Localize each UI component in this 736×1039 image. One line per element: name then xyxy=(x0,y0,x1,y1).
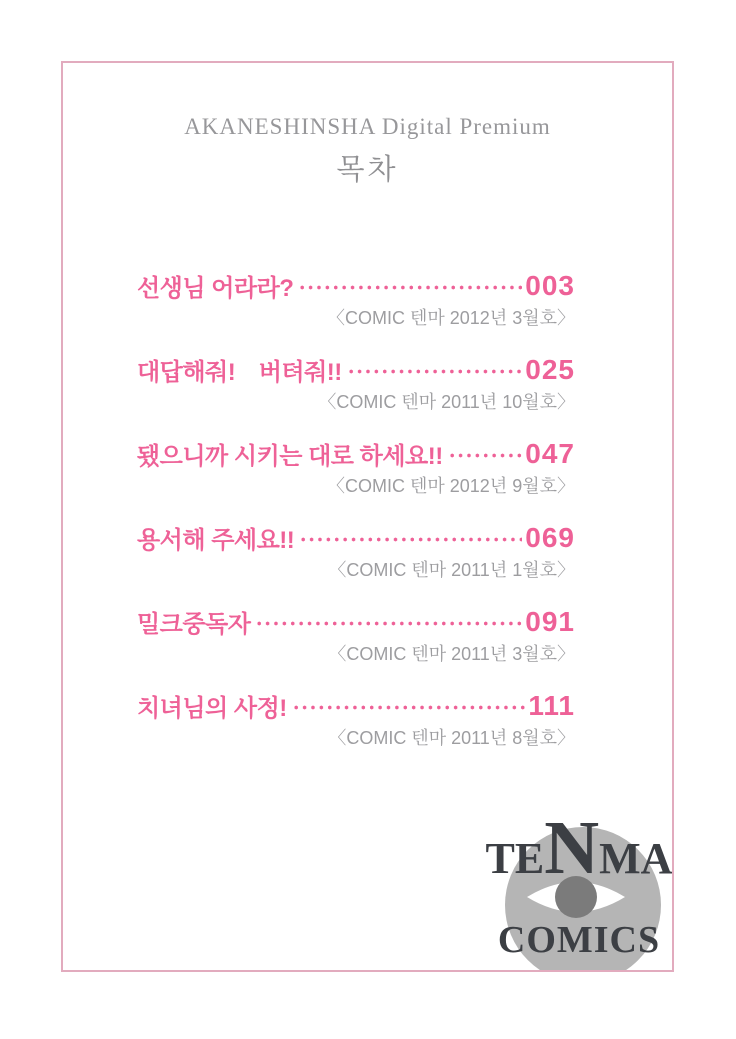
chapter-title: 밀크중독자 xyxy=(137,611,251,638)
page-number: 091 xyxy=(525,605,575,637)
chapter-title: 치녀님의 사정! xyxy=(137,695,287,722)
chapter-title: 됐으니까 시키는 대로 하세요!! xyxy=(137,443,443,470)
toc-entry-line xyxy=(137,690,575,721)
dot-leader xyxy=(299,524,522,555)
toc-entry-line xyxy=(137,270,575,301)
toc-entry-line xyxy=(137,606,575,637)
toc-entry xyxy=(137,522,575,580)
toc-title: 목차 xyxy=(336,154,399,186)
toc-entry xyxy=(137,270,575,328)
page-number: 003 xyxy=(525,269,575,301)
dot-leader xyxy=(347,356,523,387)
toc-entry-line xyxy=(137,522,575,553)
page-number: 069 xyxy=(525,521,575,553)
toc-entry-line xyxy=(137,354,575,385)
toc-entry xyxy=(137,606,575,664)
source-issue: 〈COMIC 텐마 2011년 1월호〉 xyxy=(328,560,575,580)
toc-entry-line xyxy=(137,438,575,469)
toc-entry xyxy=(137,438,575,496)
publisher-line: AKANESHINSHA Digital Premium xyxy=(184,114,551,139)
dot-leader xyxy=(292,692,526,723)
chapter-title: 선생님 어라라? xyxy=(137,275,294,302)
page-number: 025 xyxy=(525,353,575,385)
dot-leader xyxy=(255,608,522,639)
toc-entry xyxy=(137,690,575,748)
chapter-title: 용서해 주세요!! xyxy=(137,527,295,554)
source-issue: 〈COMIC 텐마 2012년 9월호〉 xyxy=(327,476,575,496)
dot-leader xyxy=(298,272,522,303)
page-frame xyxy=(61,61,674,972)
source-issue: 〈COMIC 텐마 2012년 3월호〉 xyxy=(327,308,575,328)
source-issue: 〈COMIC 텐마 2011년 3월호〉 xyxy=(328,644,575,664)
page-number: 047 xyxy=(525,437,575,469)
source-issue: 〈COMIC 텐마 2011년 8월호〉 xyxy=(328,728,575,748)
source-issue: 〈COMIC 텐마 2011년 10월호〉 xyxy=(318,392,575,412)
toc-list xyxy=(137,270,575,774)
page-number: 111 xyxy=(528,689,575,721)
chapter-title: 대답해줘! 버텨줘!! xyxy=(137,359,342,386)
tenma-comics-logo xyxy=(480,814,674,972)
dot-leader xyxy=(448,440,523,471)
logo-text-tenma: TENMA xyxy=(485,814,673,890)
logo-text-comics: COMICS xyxy=(497,919,661,961)
toc-entry xyxy=(137,354,575,412)
